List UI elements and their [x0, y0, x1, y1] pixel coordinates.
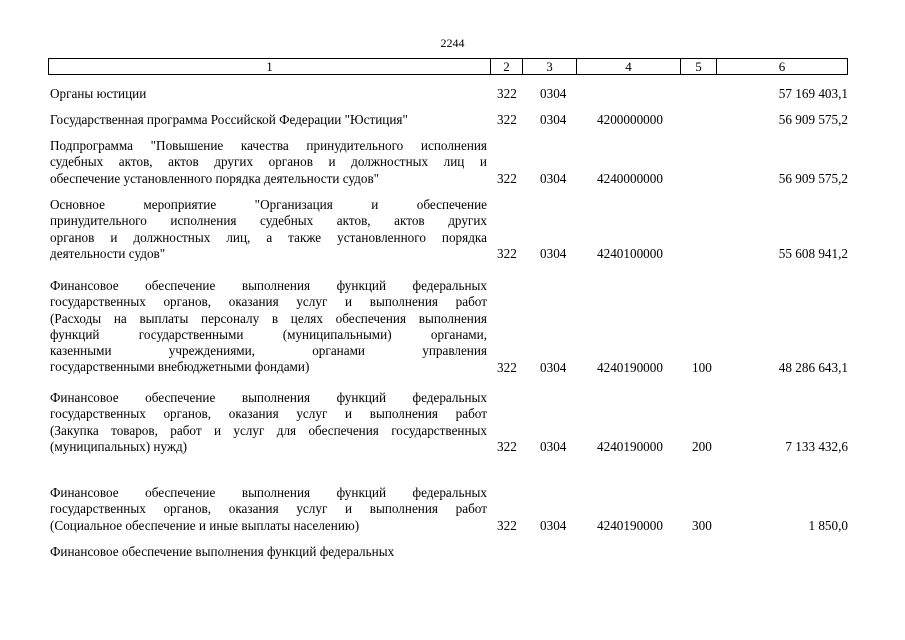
cell-expense-type: 100 — [692, 359, 712, 375]
description-line: государственных органов, оказания услуг и выполнения работ — [50, 501, 487, 517]
description-line: государственных органов, оказания услуг и выполнения работ — [50, 294, 487, 310]
description-line: Основное мероприятие "Организация и обеспечение — [50, 197, 487, 212]
table-row — [50, 485, 848, 534]
header-col-6: 6 — [778, 59, 786, 74]
description-line: Финансовое обеспечение выполнения функций федеральных — [50, 390, 487, 405]
cell-section-code: 0304 — [540, 438, 567, 454]
table-row — [50, 197, 848, 262]
cell-amount: 55 608 941,2 — [778, 245, 848, 261]
header-col-2: 2 — [491, 59, 523, 74]
cell-admin-code: 322 — [497, 517, 517, 533]
description-line: казенными учреждениями, органами управления — [50, 343, 487, 359]
row-description — [50, 86, 487, 102]
table-row — [50, 278, 848, 376]
description-line: (Расходы на выплаты персоналу в целях обеспечения выполнения — [50, 310, 487, 326]
row-description — [50, 544, 487, 560]
cell-amount: 57 169 403,1 — [778, 86, 848, 101]
description-line: Органы юстиции — [50, 86, 147, 101]
table-row — [50, 544, 848, 560]
header-col-1: 1 — [49, 59, 491, 74]
description-line: судебных актов, актов других органов и должностных лиц и — [50, 154, 487, 170]
cell-admin-code: 322 — [497, 359, 517, 375]
cell-section-code: 0304 — [540, 517, 567, 533]
description-line: Финансовое обеспечение выполнения функций федеральных — [50, 485, 487, 500]
row-description — [50, 197, 487, 262]
cell-expense-type: 200 — [692, 438, 712, 454]
row-description — [50, 278, 487, 376]
cell-expense-type: 300 — [692, 517, 712, 533]
cell-section-code: 0304 — [540, 86, 567, 101]
header-col-4: 4 — [577, 59, 681, 74]
cell-admin-code: 322 — [497, 438, 517, 454]
description-line: (Закупка товаров, работ и услуг для обеспечения государственных — [50, 422, 487, 438]
table-row — [50, 112, 848, 128]
description-line: Финансовое обеспечение выполнения функций федеральных — [50, 544, 395, 559]
table-row — [50, 390, 848, 455]
cell-admin-code: 322 — [497, 170, 517, 186]
cell-amount: 56 909 575,2 — [778, 112, 848, 127]
page-number: 2244 — [440, 36, 465, 50]
header-col-5: 5 — [681, 59, 717, 74]
cell-amount: 56 909 575,2 — [778, 170, 848, 186]
cell-admin-code: 322 — [497, 245, 517, 261]
description-line: (муниципальных) нужд) — [50, 438, 188, 454]
row-description — [50, 112, 487, 128]
cell-section-code: 0304 — [540, 112, 567, 127]
cell-target-article: 4240190000 — [597, 359, 663, 375]
row-description — [50, 138, 487, 187]
cell-section-code: 0304 — [540, 170, 567, 186]
table-row — [50, 138, 848, 187]
table-header — [48, 58, 848, 75]
cell-target-article: 4240190000 — [597, 517, 663, 533]
cell-amount: 7 133 432,6 — [785, 438, 848, 454]
cell-admin-code: 322 — [497, 112, 517, 127]
description-line: государственных органов, оказания услуг и выполнения работ — [50, 406, 487, 422]
cell-amount: 1 850,0 — [808, 517, 848, 533]
header-col-3: 3 — [523, 59, 577, 74]
description-line: принудительного исполнения судебных актов, актов других — [50, 213, 487, 229]
description-line: обеспечение установленного порядка деятельности судов" — [50, 170, 380, 186]
cell-target-article: 4240190000 — [597, 438, 663, 454]
description-line: органов и должностных лиц, а также установленного порядка — [50, 229, 487, 245]
cell-target-article: 4200000000 — [597, 112, 663, 127]
cell-target-article: 4240000000 — [597, 170, 663, 186]
cell-section-code: 0304 — [540, 359, 567, 375]
table-row — [50, 86, 848, 102]
cell-amount: 48 286 643,1 — [778, 359, 848, 375]
description-line: Финансовое обеспечение выполнения функций федеральных — [50, 278, 487, 293]
description-line: Подпрограмма "Повышение качества принудительного исполнения — [50, 138, 487, 153]
description-line: деятельности судов" — [50, 245, 166, 261]
description-line: Государственная программа Российской Федерации "Юстиция" — [50, 112, 408, 127]
description-line: государственными внебюджетными фондами) — [50, 359, 310, 375]
cell-target-article: 4240100000 — [597, 245, 663, 261]
description-line: (Социальное обеспечение и иные выплаты населению) — [50, 517, 360, 533]
cell-admin-code: 322 — [497, 86, 517, 101]
row-description — [50, 485, 487, 534]
cell-section-code: 0304 — [540, 245, 567, 261]
row-description — [50, 390, 487, 455]
description-line: функций государственными (муниципальными) органами, — [50, 326, 487, 342]
